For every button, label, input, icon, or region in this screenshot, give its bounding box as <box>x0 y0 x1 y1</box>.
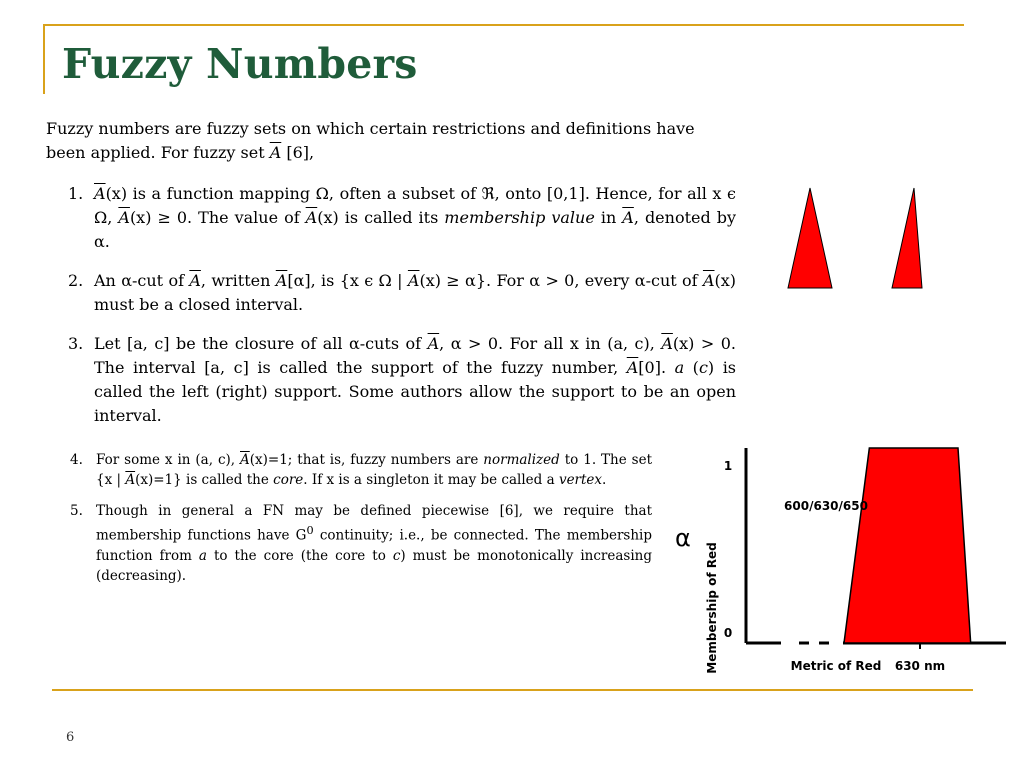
set-symbol: $\overline{A}$ <box>240 452 250 468</box>
text-run: to the core (the core to <box>206 547 393 564</box>
text-run: (x) ≥ 0. The value of <box>129 208 306 227</box>
membership-trapezoid <box>844 448 971 643</box>
bottom-rule <box>52 689 973 691</box>
set-symbol: $\overline{A}$ <box>125 472 136 488</box>
x-tick-label: 630 nm <box>894 659 946 673</box>
text-run: An α-cut of <box>94 271 190 290</box>
set-symbol: $\overline{A}$ <box>275 271 288 290</box>
text-run: in <box>594 208 623 227</box>
page-number: 6 <box>66 730 75 745</box>
triangle-figure <box>780 182 950 292</box>
slide-title: Fuzzy Numbers <box>62 40 418 88</box>
item-number: 4. <box>70 452 83 468</box>
intro-paragraph <box>46 117 736 165</box>
text-run: normalized <box>483 452 560 468</box>
set-symbol: $\overline{A}$ <box>626 358 639 377</box>
text-run: membership value <box>444 208 595 227</box>
list-item <box>70 501 652 586</box>
item-number: 5. <box>70 503 83 519</box>
text-run: [0]. <box>638 358 675 377</box>
set-symbol: $\overline{A}$ <box>661 334 673 353</box>
list-item <box>46 269 736 317</box>
text-run: ) must be monotonically increasing (decreasing). <box>96 547 652 584</box>
right-triangle <box>892 188 922 288</box>
text-run: continuity; i.e., be connected. The membership function from <box>96 527 652 564</box>
y-tick-label-1: 1 <box>723 459 733 473</box>
definition-list <box>46 182 736 443</box>
chart-annotation: 600/630/650 <box>784 499 868 513</box>
list-item <box>46 332 736 428</box>
set-symbol: $\overline{A}$ <box>702 271 715 290</box>
item-number: 1. <box>68 184 84 203</box>
text-run: 0 <box>306 524 314 537</box>
item-number: 2. <box>68 271 84 290</box>
text-run: (x)=1; that is, fuzzy numbers are <box>249 452 484 468</box>
left-triangle <box>788 188 832 288</box>
alpha-symbol: α <box>675 524 691 552</box>
text-run: . <box>602 472 607 488</box>
text-run: ) is called the left (right) support. Some authors allow the support to be an open interval. <box>94 358 737 425</box>
set-symbol: $\overline{A}$ <box>427 334 440 353</box>
membership-chart <box>676 440 1011 685</box>
set-symbol: $\overline{A}$ <box>118 208 130 227</box>
text-run: Though in general a FN may be defined piecewise [6], we require that membership functions have G <box>96 503 652 544</box>
text-run: (x)=1} is called the <box>135 472 274 488</box>
intro-set-name: $\overline{A}$ <box>269 143 282 162</box>
set-symbol: $\overline{A}$ <box>189 271 201 290</box>
text-run: core <box>273 472 304 488</box>
text-run: c <box>698 358 708 377</box>
text-run: (x) ≥ α}. For α > 0, every α-cut of <box>419 271 703 290</box>
intro-text-1: Fuzzy numbers are fuzzy sets on which certain restrictions and definitions have been applied. For fuzzy set <box>46 119 695 162</box>
text-run: , α > 0. For all x in (a, c), <box>439 334 662 353</box>
text-run: , written <box>200 271 276 290</box>
x-axis-label: Metric of Red <box>790 659 882 673</box>
text-run: (x) is called its <box>317 208 445 227</box>
text-run: c <box>392 547 401 564</box>
text-run: . If x is a singleton it may be called a <box>303 472 559 488</box>
text-run: (x) is a function mapping Ω, often a subset of ℜ, onto [0,1]. Hence, for all x ϵ Ω, <box>94 184 736 227</box>
list-item <box>46 182 736 254</box>
text-run: a <box>674 358 685 377</box>
set-symbol: $\overline{A}$ <box>622 208 634 227</box>
text-run: [α], is {x ϵ Ω | <box>287 271 408 290</box>
set-symbol: $\overline{A}$ <box>407 271 420 290</box>
text-run: ( <box>684 358 699 377</box>
text-run: (x) must be a closed interval. <box>94 271 737 314</box>
intro-text-2: [6], <box>281 143 315 162</box>
set-symbol: $\overline{A}$ <box>305 208 318 227</box>
set-symbol: $\overline{A}$ <box>94 184 106 203</box>
y-axis-label: Membership of Red <box>705 542 719 674</box>
y-tick-label-0: 0 <box>723 626 733 640</box>
text-run: to 1. The set {x | <box>96 452 652 488</box>
text-run: For some x in (a, c), <box>96 452 240 468</box>
text-run: a <box>198 547 207 564</box>
item-number: 3. <box>68 334 84 353</box>
text-run: Let [a, c] be the closure of all α-cuts of <box>94 334 428 353</box>
top-rule <box>43 24 964 26</box>
text-run: vertex <box>558 472 603 488</box>
text-run: , denoted by α. <box>94 208 737 251</box>
text-run: (x) > 0. The interval [a, c] is called the support of the fuzzy number, <box>94 334 736 377</box>
definition-list-small <box>70 450 652 597</box>
list-item <box>70 450 652 490</box>
left-rule <box>43 24 45 94</box>
